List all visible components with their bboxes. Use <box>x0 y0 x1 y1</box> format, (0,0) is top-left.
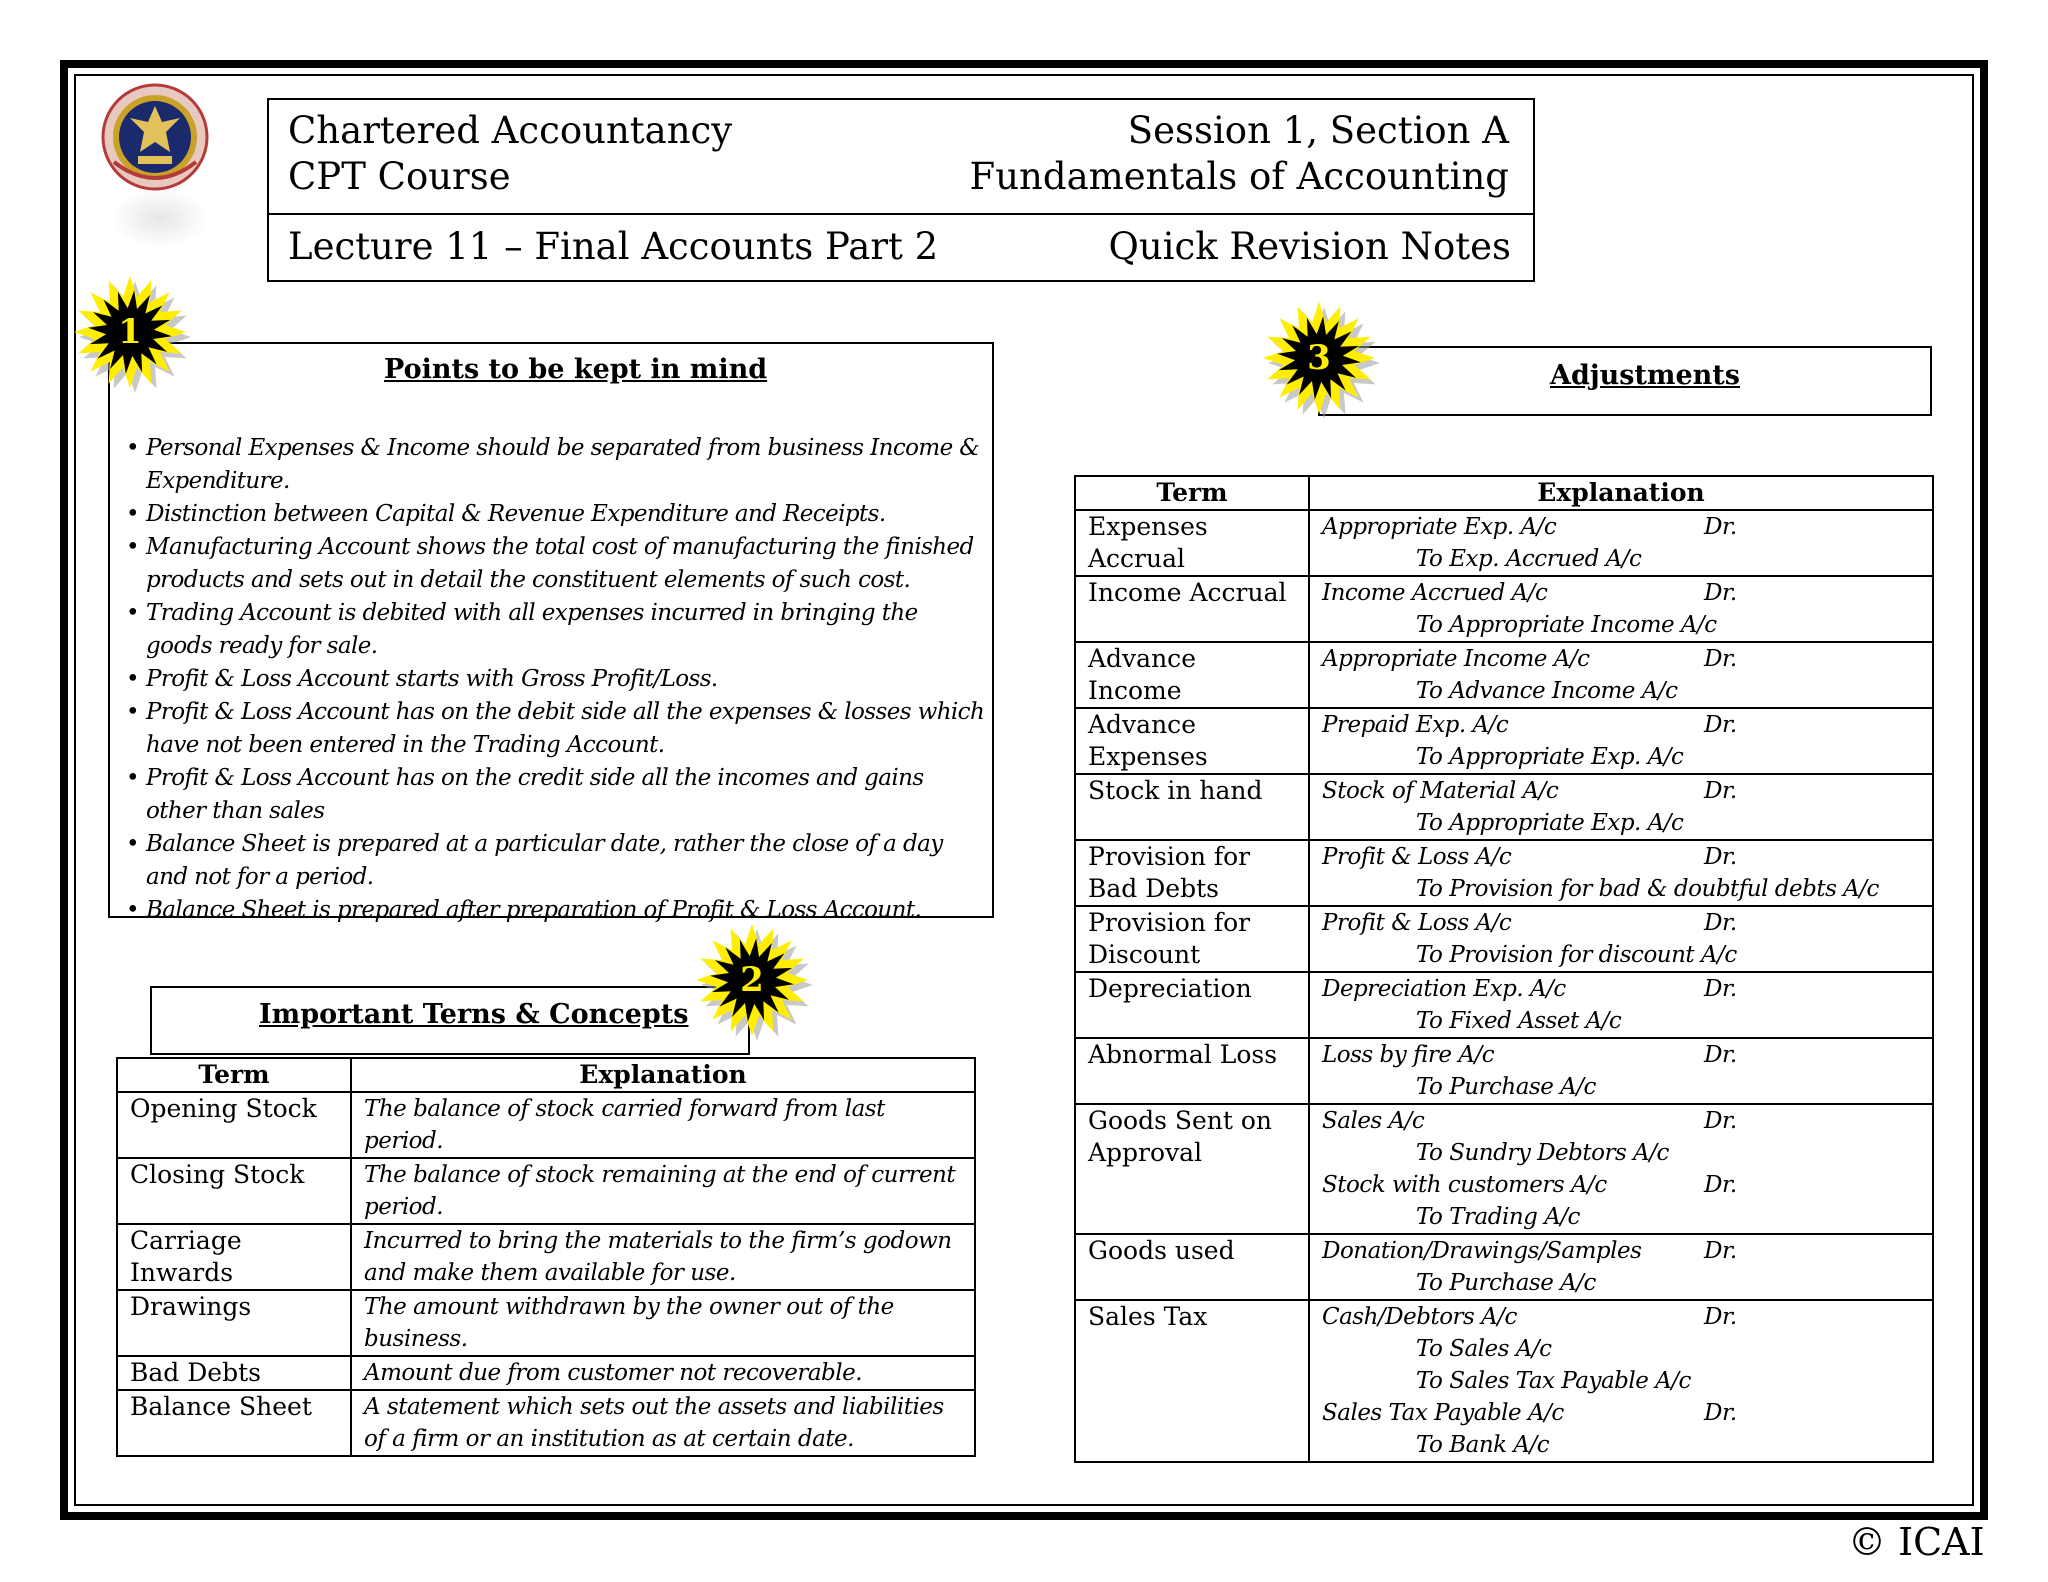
debit-entry <box>1322 907 1920 939</box>
entry-text: To Exp. Accrued A/c <box>1416 546 1642 572</box>
explanation-cell <box>1309 774 1933 840</box>
term-cell: Expenses Accrual <box>1075 510 1309 576</box>
badge-2 <box>692 920 812 1040</box>
adjustment-row <box>1075 774 1933 840</box>
debit-entry <box>1322 1169 1920 1201</box>
explanation-cell <box>1309 708 1933 774</box>
points-list <box>108 432 988 927</box>
dr-label: Dr. <box>1704 712 1737 738</box>
course-subtitle: CPT Course <box>288 155 511 198</box>
term-cell: Opening Stock <box>117 1092 351 1158</box>
entry-text: To Provision for bad & doubtful debts A/c <box>1416 876 1879 902</box>
dr-label: Dr. <box>1704 1400 1737 1426</box>
col-explanation: Explanation <box>1309 476 1933 510</box>
points-title: Points to be kept in mind <box>384 354 768 385</box>
adjustment-row <box>1075 906 1933 972</box>
explanation-cell <box>1309 642 1933 708</box>
entry-text: To Fixed Asset A/c <box>1416 1008 1622 1034</box>
explanation-cell <box>1309 1038 1933 1104</box>
entry-text: To Sales Tax Payable A/c <box>1416 1368 1691 1394</box>
term-cell: Income Accrual <box>1075 576 1309 642</box>
debit-entry <box>1322 1397 1920 1429</box>
entry-text: Profit & Loss A/c <box>1322 910 1512 936</box>
terms-row <box>117 1390 975 1456</box>
term-cell: Depreciation <box>1075 972 1309 1038</box>
adjustments-header-row <box>1075 476 1933 510</box>
entry-text: To Sales A/c <box>1416 1336 1552 1362</box>
entry-text: To Sundry Debtors A/c <box>1416 1140 1669 1166</box>
terms-row <box>117 1224 975 1290</box>
point-item: • Profit & Loss Account starts with Gross Profit/Loss. <box>108 663 988 696</box>
dr-label: Dr. <box>1704 1304 1737 1330</box>
dr-label: Dr. <box>1704 1238 1737 1264</box>
explanation-cell <box>1309 1234 1933 1300</box>
entry-text: To Bank A/c <box>1416 1432 1550 1458</box>
dr-label: Dr. <box>1704 778 1737 804</box>
credit-entry <box>1322 1267 1920 1299</box>
debit-entry <box>1322 1235 1920 1267</box>
credit-entry <box>1322 741 1920 773</box>
explanation-cell <box>1309 510 1933 576</box>
entry-text: Prepaid Exp. A/c <box>1322 712 1509 738</box>
terms-row <box>117 1356 975 1390</box>
explanation-cell <box>1309 1300 1933 1462</box>
entry-text: To Provision for discount A/c <box>1416 942 1737 968</box>
explanation-cell: The amount withdrawn by the owner out of the business. <box>351 1290 975 1356</box>
entry-text: Stock with customers A/c <box>1322 1172 1607 1198</box>
term-cell: Drawings <box>117 1290 351 1356</box>
dr-label: Dr. <box>1704 910 1737 936</box>
debit-entry <box>1322 841 1920 873</box>
explanation-cell <box>1309 906 1933 972</box>
credit-entry <box>1322 1429 1920 1461</box>
header-divider <box>269 213 1533 215</box>
debit-entry <box>1322 511 1920 543</box>
dr-label: Dr. <box>1704 976 1737 1002</box>
explanation-cell: The balance of stock carried forward from last period. <box>351 1092 975 1158</box>
terms-row <box>117 1290 975 1356</box>
badge-number: 3 <box>1307 338 1331 378</box>
term-cell: Bad Debts <box>117 1356 351 1390</box>
term-cell: Carriage Inwards <box>117 1224 351 1290</box>
explanation-cell: Amount due from customer not recoverable. <box>351 1356 975 1390</box>
credit-entry <box>1322 543 1920 575</box>
entry-text: Sales Tax Payable A/c <box>1322 1400 1564 1426</box>
debit-entry <box>1322 1301 1920 1333</box>
term-cell: Advance Income <box>1075 642 1309 708</box>
point-item: • Distinction between Capital & Revenue Expenditure and Receipts. <box>108 498 988 531</box>
badge-number: 1 <box>118 312 142 352</box>
adjustment-row <box>1075 1300 1933 1462</box>
entry-text: To Purchase A/c <box>1416 1074 1596 1100</box>
credit-entry <box>1322 1005 1920 1037</box>
adjustment-row <box>1075 1038 1933 1104</box>
adjustment-row <box>1075 576 1933 642</box>
entry-text: To Appropriate Income A/c <box>1416 612 1717 638</box>
dr-label: Dr. <box>1704 646 1737 672</box>
col-term: Term <box>117 1058 351 1092</box>
badge-3 <box>1259 298 1379 418</box>
col-term: Term <box>1075 476 1309 510</box>
terms-title: Important Terns & Concepts <box>259 999 689 1030</box>
point-item: • Profit & Loss Account has on the debit side all the expenses & losses which have not been entered in the Trading Account. <box>108 696 988 762</box>
term-cell: Goods used <box>1075 1234 1309 1300</box>
course-title: Chartered Accountancy <box>288 109 733 152</box>
explanation-cell <box>1309 576 1933 642</box>
entry-text: To Purchase A/c <box>1416 1270 1596 1296</box>
credit-entry <box>1322 1137 1920 1169</box>
adjustment-row <box>1075 510 1933 576</box>
subject-label: Fundamentals of Accounting <box>969 155 1509 198</box>
term-cell: Advance Expenses <box>1075 708 1309 774</box>
point-item: • Balance Sheet is prepared after preparation of Profit & Loss Account. <box>108 894 988 927</box>
debit-entry <box>1322 643 1920 675</box>
dr-label: Dr. <box>1704 1042 1737 1068</box>
col-explanation: Explanation <box>351 1058 975 1092</box>
term-cell: Abnormal Loss <box>1075 1038 1309 1104</box>
debit-entry <box>1322 1105 1920 1137</box>
explanation-cell: The balance of stock remaining at the end of current period. <box>351 1158 975 1224</box>
entry-text: Income Accrued A/c <box>1322 580 1548 606</box>
entry-text: Donation/Drawings/Samples <box>1322 1238 1642 1264</box>
term-cell: Sales Tax <box>1075 1300 1309 1462</box>
point-item: • Balance Sheet is prepared at a particular date, rather the close of a day and not for a period. <box>108 828 988 894</box>
explanation-cell <box>1309 1104 1933 1234</box>
debit-entry <box>1322 709 1920 741</box>
entry-text: Stock of Material A/c <box>1322 778 1559 804</box>
adjustment-row <box>1075 642 1933 708</box>
entry-text: Profit & Loss A/c <box>1322 844 1512 870</box>
logo-reflection <box>110 188 210 248</box>
point-item: • Trading Account is debited with all expenses incurred in bringing the goods ready for sale. <box>108 597 988 663</box>
dr-label: Dr. <box>1704 580 1737 606</box>
terms-header-row <box>117 1058 975 1092</box>
term-cell: Provision for Bad Debts <box>1075 840 1309 906</box>
term-cell: Goods Sent on Approval <box>1075 1104 1309 1234</box>
debit-entry <box>1322 577 1920 609</box>
terms-row <box>117 1158 975 1224</box>
icai-logo <box>100 82 210 192</box>
adjustment-row <box>1075 972 1933 1038</box>
dr-label: Dr. <box>1704 1172 1737 1198</box>
point-item: • Profit & Loss Account has on the credit side all the incomes and gains other than sales <box>108 762 988 828</box>
header-box <box>267 98 1535 282</box>
adjustment-row <box>1075 708 1933 774</box>
entry-text: To Trading A/c <box>1416 1204 1580 1230</box>
badge-1 <box>70 272 190 392</box>
credit-entry <box>1322 675 1920 707</box>
debit-entry <box>1322 1039 1920 1071</box>
adjustment-row <box>1075 1234 1933 1300</box>
credit-entry <box>1322 1333 1920 1365</box>
credit-entry <box>1322 939 1920 971</box>
dr-label: Dr. <box>1704 844 1737 870</box>
term-cell: Stock in hand <box>1075 774 1309 840</box>
point-item: • Manufacturing Account shows the total cost of manufacturing the finished products and sets out in detail the constituent elements of such cost. <box>108 531 988 597</box>
adjustments-title: Adjustments <box>1550 360 1740 391</box>
explanation-cell: Incurred to bring the materials to the firm’s godown and make them available for use. <box>351 1224 975 1290</box>
explanation-cell: A statement which sets out the assets and liabilities of a firm or an institution as at certain date. <box>351 1390 975 1456</box>
adjustment-row <box>1075 840 1933 906</box>
session-label: Session 1, Section A <box>1127 109 1509 152</box>
entry-text: To Advance Income A/c <box>1416 678 1678 704</box>
explanation-cell <box>1309 840 1933 906</box>
credit-entry <box>1322 807 1920 839</box>
dr-label: Dr. <box>1704 514 1737 540</box>
entry-text: Depreciation Exp. A/c <box>1322 976 1566 1002</box>
credit-entry <box>1322 873 1920 905</box>
entry-text: Cash/Debtors A/c <box>1322 1304 1517 1330</box>
credit-entry <box>1322 1071 1920 1103</box>
debit-entry <box>1322 973 1920 1005</box>
point-item: • Personal Expenses & Income should be separated from business Income & Expenditure. <box>108 432 988 498</box>
debit-entry <box>1322 775 1920 807</box>
entry-text: Appropriate Exp. A/c <box>1322 514 1557 540</box>
entry-text: To Appropriate Exp. A/c <box>1416 810 1684 836</box>
term-cell: Provision for Discount <box>1075 906 1309 972</box>
entry-text: Loss by fire A/c <box>1322 1042 1495 1068</box>
credit-entry <box>1322 1365 1920 1397</box>
badge-number: 2 <box>740 960 764 1000</box>
copyright: © ICAI <box>1848 1520 1985 1564</box>
credit-entry <box>1322 1201 1920 1233</box>
term-cell: Closing Stock <box>117 1158 351 1224</box>
adjustment-row <box>1075 1104 1933 1234</box>
dr-label: Dr. <box>1704 1108 1737 1134</box>
credit-entry <box>1322 609 1920 641</box>
terms-table <box>116 1057 976 1457</box>
term-cell: Balance Sheet <box>117 1390 351 1456</box>
entry-text: Sales A/c <box>1322 1108 1425 1134</box>
entry-text: To Appropriate Exp. A/c <box>1416 744 1684 770</box>
lecture-title: Lecture 11 – Final Accounts Part 2 <box>288 225 939 268</box>
notes-label: Quick Revision Notes <box>1108 225 1511 268</box>
entry-text: Appropriate Income A/c <box>1322 646 1590 672</box>
adjustments-table <box>1074 475 1934 1463</box>
terms-row <box>117 1092 975 1158</box>
explanation-cell <box>1309 972 1933 1038</box>
